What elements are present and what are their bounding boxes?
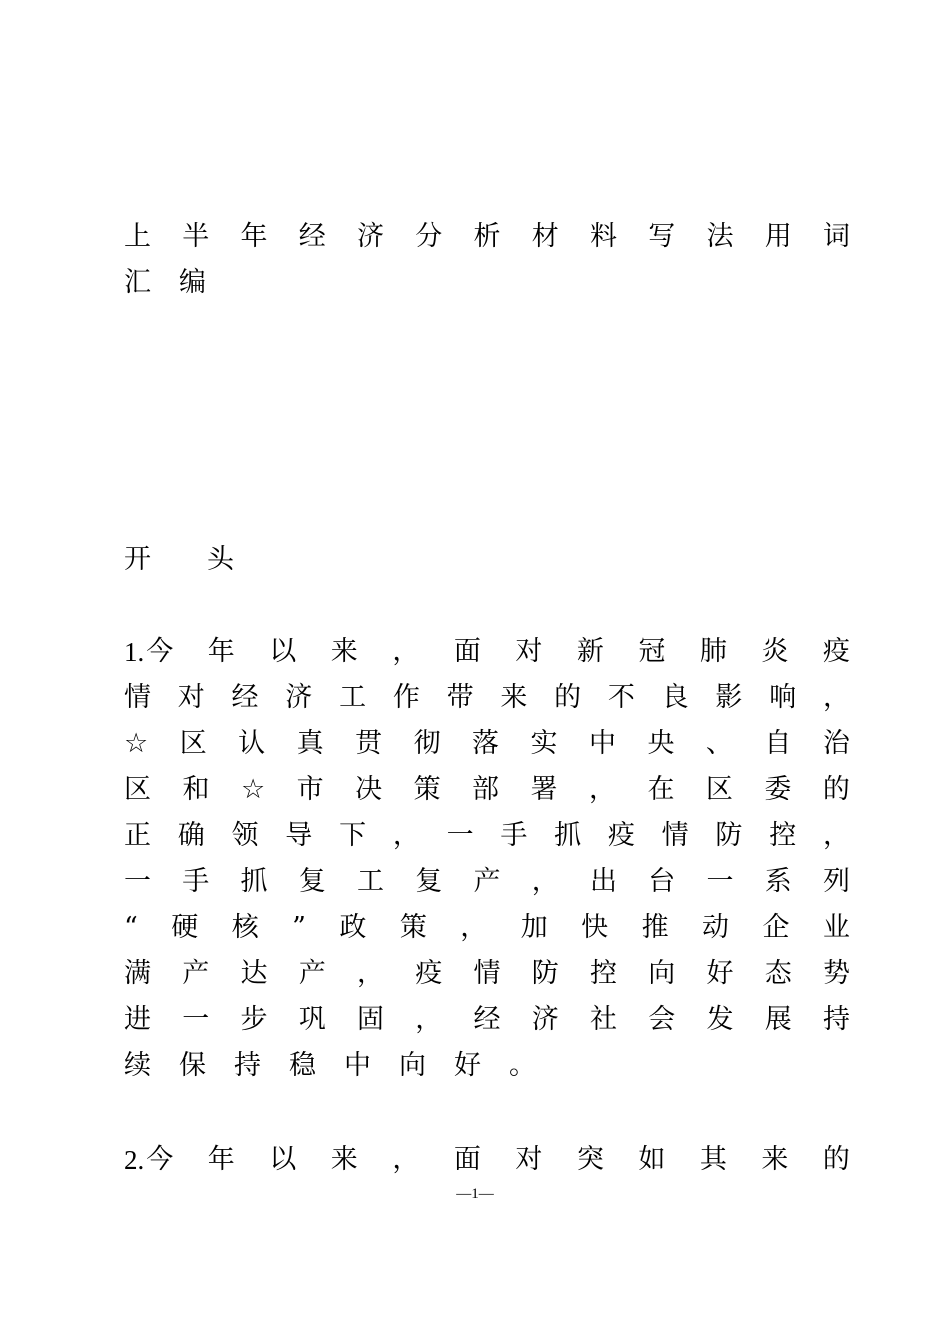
text-char: 经	[231, 682, 259, 713]
text-char: 来	[330, 1144, 358, 1175]
text-char: 和	[182, 774, 210, 805]
text-char: 词	[823, 221, 850, 252]
heading-char: 开	[124, 544, 151, 575]
text-char: 对	[515, 636, 543, 667]
text-char: 炎	[761, 636, 789, 667]
text-char: 下	[339, 820, 367, 851]
text-char: 向	[399, 1050, 426, 1081]
text-char: ，	[460, 912, 488, 943]
text-char: 委	[764, 774, 792, 805]
text-char: 在	[647, 774, 675, 805]
text-char: 来	[761, 1144, 789, 1175]
paragraph-line	[124, 1000, 850, 1040]
title-line-2	[124, 263, 850, 303]
text-char: 持	[823, 1004, 850, 1035]
text-char: “	[124, 912, 138, 943]
text-char: 部	[472, 774, 500, 805]
text-char: 展	[764, 1004, 792, 1035]
text-char: 控	[590, 958, 617, 989]
text-char: 不	[607, 682, 635, 713]
text-char: 会	[648, 1004, 676, 1035]
text-char: 疫	[607, 820, 635, 851]
text-char: 法	[706, 221, 734, 252]
text-char: 写	[648, 221, 676, 252]
text-char: 手	[500, 820, 528, 851]
text-char: 产	[298, 958, 326, 989]
text-char: 一	[124, 866, 151, 897]
text-char: 巩	[298, 1004, 326, 1035]
text-char: 核	[231, 912, 259, 943]
text-char: 一	[446, 820, 474, 851]
text-char: 业	[822, 912, 850, 943]
text-char: 区	[124, 774, 151, 805]
text-char: ，	[415, 1004, 443, 1035]
text-char: 其	[699, 1144, 727, 1175]
text-char: 自	[764, 728, 792, 759]
text-char: ，	[357, 958, 384, 989]
text-char: 复	[415, 866, 443, 897]
text-char: ，	[392, 1144, 420, 1175]
text-char: 的	[822, 1144, 850, 1175]
text-char: 以	[269, 1144, 297, 1175]
text-char: 快	[581, 912, 609, 943]
text-char: 一	[182, 1004, 210, 1035]
text-char: 用	[764, 221, 792, 252]
text-char: 防	[715, 820, 743, 851]
text-char: 突	[576, 1144, 604, 1175]
title-line-1	[124, 217, 850, 257]
text-char: 年	[207, 1144, 235, 1175]
text-char: 列	[823, 866, 850, 897]
text-char: 济	[285, 682, 313, 713]
text-char: 正	[124, 820, 151, 851]
text-char: 肺	[699, 636, 727, 667]
text-char: 防	[531, 958, 559, 989]
text-char: 认	[238, 728, 266, 759]
text-char: 年	[207, 636, 235, 667]
text-char: 如	[638, 1144, 666, 1175]
heading-char: 头	[207, 544, 234, 575]
text-char: ，	[392, 636, 420, 667]
text-char: 好	[454, 1050, 481, 1081]
text-char: 带	[446, 682, 474, 713]
text-char: 署	[530, 774, 558, 805]
text-char: 区	[705, 774, 733, 805]
text-char: 固	[357, 1004, 384, 1035]
text-char: ，	[822, 682, 850, 713]
text-char: ☆	[240, 774, 266, 805]
text-char: 出	[590, 866, 617, 897]
text-char: 一	[706, 866, 734, 897]
text-char: 贯	[355, 728, 383, 759]
text-char: 上	[124, 221, 151, 252]
paragraph-line	[124, 632, 850, 672]
text-char: 影	[715, 682, 743, 713]
text-char: 产	[473, 866, 501, 897]
text-char: ”	[292, 912, 306, 943]
text-char: 来	[500, 682, 528, 713]
text-char: 央	[647, 728, 675, 759]
text-char: 新	[576, 636, 604, 667]
text-char: ，	[822, 820, 850, 851]
text-char: 确	[177, 820, 205, 851]
text-char: 料	[590, 221, 617, 252]
text-char: 手	[182, 866, 210, 897]
text-char: 分	[415, 221, 443, 252]
paragraph-line	[124, 724, 850, 764]
text-char: 响	[769, 682, 797, 713]
text-char: 领	[231, 820, 259, 851]
text-char: 态	[764, 958, 792, 989]
text-char: ，	[588, 774, 616, 805]
text-char: 。	[509, 1050, 536, 1081]
text-char: 情	[124, 682, 151, 713]
text-char: 编	[179, 267, 206, 298]
text-char: 疫	[415, 958, 443, 989]
text-char: 硬	[171, 912, 199, 943]
paragraph-line	[124, 678, 850, 718]
text-char: 的	[822, 774, 850, 805]
text-char: 对	[177, 682, 205, 713]
text-char: 工	[339, 682, 367, 713]
text-char: 疫	[822, 636, 850, 667]
text-char: 系	[764, 866, 792, 897]
text-char: 以	[269, 636, 297, 667]
text-char: 情	[661, 820, 689, 851]
paragraph-line	[124, 1140, 850, 1180]
text-char: 经	[473, 1004, 501, 1035]
text-char: 对	[515, 1144, 543, 1175]
text-char: 进	[124, 1004, 151, 1035]
text-char: 保	[179, 1050, 206, 1081]
text-char: 面	[453, 636, 481, 667]
text-char: 策	[399, 912, 427, 943]
paragraph-line	[124, 770, 850, 810]
text-char: 向	[648, 958, 676, 989]
text-char: 中	[344, 1050, 371, 1081]
text-char: 工	[357, 866, 384, 897]
text-char: 续	[124, 1050, 151, 1081]
text-char: 治	[822, 728, 850, 759]
text-char: 动	[702, 912, 729, 943]
text-char: 中	[588, 728, 616, 759]
text-char: 的	[554, 682, 582, 713]
text-char: ，	[531, 866, 559, 897]
text-char: 汇	[124, 267, 151, 298]
text-char: 政	[339, 912, 367, 943]
text-char: 区	[179, 728, 207, 759]
item-number: 2.	[124, 1145, 145, 1175]
text-char: 半	[182, 221, 210, 252]
text-char: 台	[648, 866, 676, 897]
text-char: 济	[357, 221, 384, 252]
item-number: 1.	[124, 637, 145, 667]
text-char: 析	[473, 221, 501, 252]
text-char: 今	[146, 1144, 174, 1175]
text-char: 材	[531, 221, 559, 252]
text-char: 抓	[554, 820, 582, 851]
text-char: 彻	[413, 728, 441, 759]
text-char: 产	[182, 958, 210, 989]
text-char: 良	[661, 682, 689, 713]
text-char: 抓	[240, 866, 268, 897]
text-char: 发	[706, 1004, 734, 1035]
text-char: 面	[453, 1144, 481, 1175]
text-char: 年	[240, 221, 268, 252]
page-number: —1—	[456, 1186, 494, 1202]
text-char: 、	[705, 728, 733, 759]
text-char: 策	[413, 774, 441, 805]
text-char: 决	[355, 774, 383, 805]
text-char: ☆	[124, 728, 149, 759]
text-char: 济	[531, 1004, 559, 1035]
text-char: 稳	[289, 1050, 316, 1081]
text-char: ，	[392, 820, 420, 851]
text-char: 作	[392, 682, 420, 713]
paragraph-line	[124, 908, 850, 948]
text-char: 推	[641, 912, 669, 943]
text-char: 今	[146, 636, 174, 667]
text-char: 实	[530, 728, 558, 759]
text-char: 市	[296, 774, 324, 805]
paragraph-line	[124, 1046, 850, 1086]
text-char: 达	[240, 958, 268, 989]
text-char: 社	[590, 1004, 617, 1035]
text-char: 加	[520, 912, 548, 943]
text-char: 情	[473, 958, 501, 989]
section-heading	[124, 540, 850, 580]
text-char: 好	[706, 958, 734, 989]
text-char: 企	[762, 912, 790, 943]
text-char: 持	[234, 1050, 261, 1081]
text-char: 真	[296, 728, 324, 759]
text-char: 来	[330, 636, 358, 667]
text-char: 冠	[638, 636, 666, 667]
text-char: 落	[472, 728, 500, 759]
text-char: 复	[298, 866, 326, 897]
text-char: 控	[769, 820, 797, 851]
text-char: 经	[298, 221, 326, 252]
paragraph-line	[124, 816, 850, 856]
text-char: 满	[124, 958, 151, 989]
text-char: 导	[285, 820, 313, 851]
text-char: 步	[240, 1004, 268, 1035]
paragraph-line	[124, 862, 850, 902]
paragraph-line	[124, 954, 850, 994]
text-char: 势	[823, 958, 850, 989]
